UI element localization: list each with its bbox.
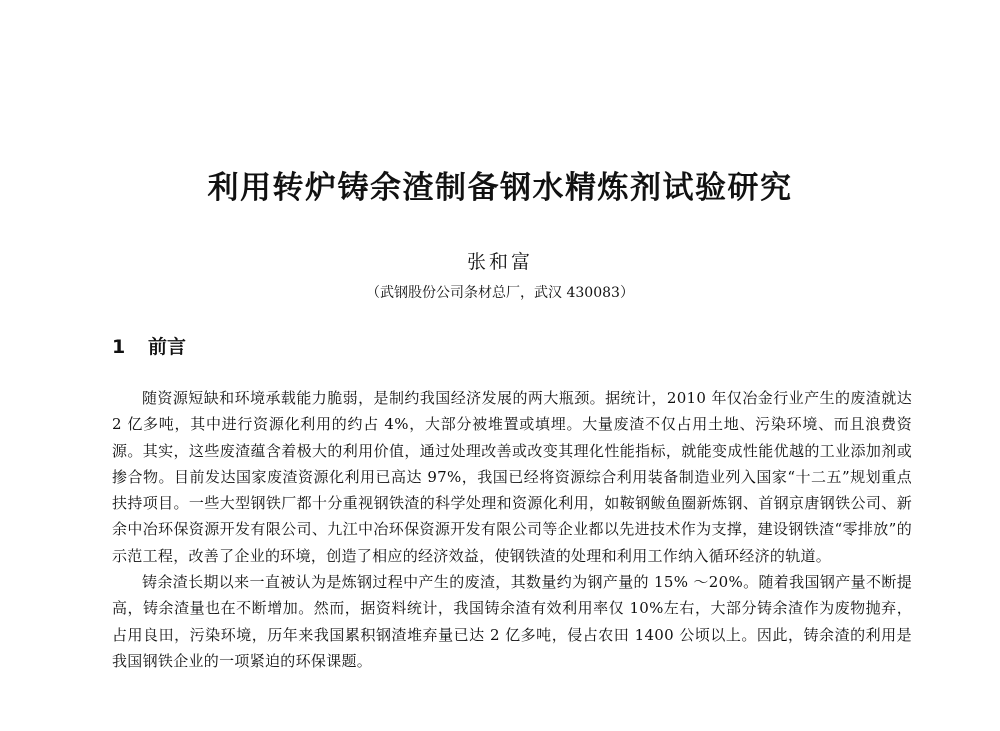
- section-number: 1: [112, 336, 126, 358]
- paper-title: 利用转炉铸余渣制备钢水精炼剂试验研究: [207, 170, 793, 206]
- body-paragraph: 随资源短缺和环境承载能力脆弱，是制约我国经济发展的两大瓶颈。据统计，2010 年仅冶金行业产生的废渣就达 2 亿多吨，其中进行资源化利用的约占 4%，大部分被堆置或填埋。大量废渣不仅占用土地、污染环境、而且浪费资源。其实，这些废渣蕴含着极大的利用价值，通过处理改善或改变其理化性能指标，就能变成性能优越的工业添加剂或掺合物。目前发达国家废渣资源化利用已高达 97%，我国已经将资源综合利用装备制造业列入国家“十二五”规划重点扶持项目。一些大型钢铁厂都十分重视钢铁渣的科学处理和资源化利用，如鞍钢鲅鱼圈新炼钢、首钢京唐钢铁公司、新余中冶环保资源开发有限公司、九江中冶环保资源开发有限公司等企业都以先进技术作为支撑，建设钢铁渣“零排放”的示范工程，改善了企业的环境，创造了相应的经济效益，使钢铁渣的处理和利用工作纳入循环经济的轨道。: [112, 389, 912, 565]
- section-body: [112, 385, 912, 674]
- section-heading: [112, 333, 186, 361]
- body-paragraph: 铸余渣长期以来一直被认为是炼钢过程中产生的废渣，其数量约为钢产量的 15% ～20%。随着我国钢产量不断提高，铸余渣量也在不断增加。然而，据资料统计，我国铸余渣有效利用率仅 10%左右，大部分铸余渣作为废物抛弃，占用良田，污染环境，历年来我国累积钢渣堆弃量已达 2 亿多吨，侵占农田 1400 公顷以上。因此，铸余渣的利用是我国钢铁企业的一项紧迫的环保课题。: [112, 573, 912, 670]
- section-title: 前言: [148, 336, 187, 358]
- author-name: 张和富: [466, 251, 533, 273]
- author-affiliation: （武钢股份公司条材总厂，武汉 430083）: [366, 285, 634, 301]
